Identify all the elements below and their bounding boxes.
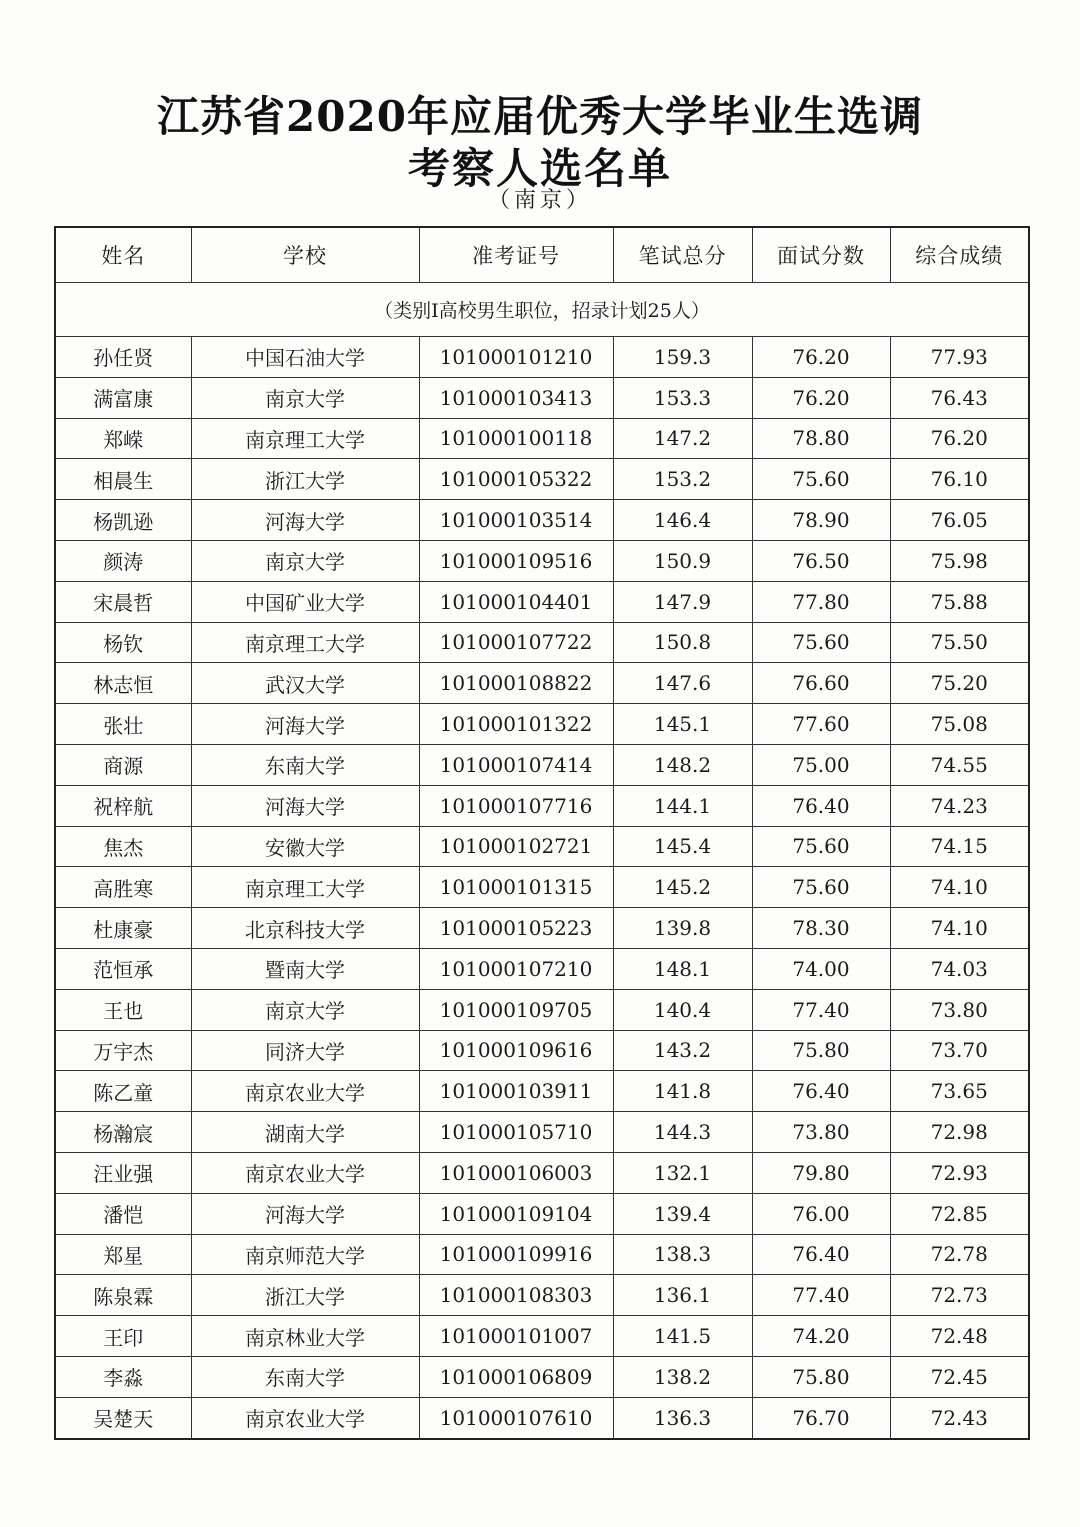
table-row xyxy=(55,1193,1029,1234)
cell-school: 南京农业大学 xyxy=(191,1152,419,1193)
cell-name: 王也 xyxy=(55,989,191,1030)
cell-composite-score: 76.05 xyxy=(890,500,1029,541)
cell-written-total: 132.1 xyxy=(613,1152,752,1193)
cell-composite-score: 72.43 xyxy=(890,1397,1029,1438)
cell-name: 陈乙童 xyxy=(55,1071,191,1112)
cell-name: 满富康 xyxy=(55,377,191,418)
cell-written-total: 140.4 xyxy=(613,989,752,1030)
cell-written-total: 141.5 xyxy=(613,1316,752,1357)
cell-interview-score: 75.60 xyxy=(752,867,890,908)
table-row xyxy=(55,1030,1029,1071)
cell-written-total: 150.9 xyxy=(613,540,752,581)
cell-name: 孙任贤 xyxy=(55,337,191,378)
table-row xyxy=(55,785,1029,826)
cell-interview-score: 75.60 xyxy=(752,622,890,663)
table-row xyxy=(55,540,1029,581)
cell-school: 暨南大学 xyxy=(191,948,419,989)
cell-school: 南京理工大学 xyxy=(191,622,419,663)
cell-composite-score: 75.50 xyxy=(890,622,1029,663)
cell-name: 万宇杰 xyxy=(55,1030,191,1071)
document-subtitle: （南京） xyxy=(487,188,592,213)
cell-school: 南京理工大学 xyxy=(191,418,419,459)
cell-interview-score: 76.70 xyxy=(752,1397,890,1438)
column-header-composite-score: 综合成绩 xyxy=(890,227,1029,283)
cell-interview-score: 77.80 xyxy=(752,581,890,622)
category-row xyxy=(55,283,1029,337)
cell-name: 陈泉霖 xyxy=(55,1275,191,1316)
cell-name: 商源 xyxy=(55,744,191,785)
cell-composite-score: 74.10 xyxy=(890,908,1029,949)
cell-written-total: 153.2 xyxy=(613,459,752,500)
column-header-name: 姓名 xyxy=(55,227,191,283)
cell-exam-id: 101000109616 xyxy=(419,1030,613,1071)
cell-exam-id: 101000105223 xyxy=(419,908,613,949)
cell-exam-id: 101000107716 xyxy=(419,785,613,826)
cell-exam-id: 101000106809 xyxy=(419,1356,613,1397)
cell-interview-score: 77.60 xyxy=(752,704,890,745)
cell-exam-id: 101000103514 xyxy=(419,500,613,541)
cell-composite-score: 76.10 xyxy=(890,459,1029,500)
cell-exam-id: 101000108822 xyxy=(419,663,613,704)
cell-school: 北京科技大学 xyxy=(191,908,419,949)
table-row xyxy=(55,459,1029,500)
cell-name: 范恒承 xyxy=(55,948,191,989)
cell-school: 河海大学 xyxy=(191,785,419,826)
cell-interview-score: 74.00 xyxy=(752,948,890,989)
cell-exam-id: 101000103911 xyxy=(419,1071,613,1112)
cell-name: 郑嵘 xyxy=(55,418,191,459)
cell-interview-score: 75.60 xyxy=(752,459,890,500)
cell-written-total: 147.6 xyxy=(613,663,752,704)
cell-written-total: 139.4 xyxy=(613,1193,752,1234)
table-header-row xyxy=(55,227,1029,283)
cell-composite-score: 76.43 xyxy=(890,377,1029,418)
cell-exam-id: 101000105710 xyxy=(419,1112,613,1153)
table-row xyxy=(55,1112,1029,1153)
cell-school: 中国石油大学 xyxy=(191,337,419,378)
cell-name: 相晨生 xyxy=(55,459,191,500)
cell-interview-score: 76.00 xyxy=(752,1193,890,1234)
cell-composite-score: 72.78 xyxy=(890,1234,1029,1275)
cell-written-total: 146.4 xyxy=(613,500,752,541)
cell-school: 南京师范大学 xyxy=(191,1234,419,1275)
cell-composite-score: 74.03 xyxy=(890,948,1029,989)
cell-written-total: 138.2 xyxy=(613,1356,752,1397)
cell-written-total: 148.1 xyxy=(613,948,752,989)
cell-name: 吴楚天 xyxy=(55,1397,191,1438)
table-row xyxy=(55,1071,1029,1112)
cell-school: 南京大学 xyxy=(191,989,419,1030)
cell-exam-id: 101000107610 xyxy=(419,1397,613,1438)
cell-exam-id: 101000105322 xyxy=(419,459,613,500)
cell-name: 宋晨哲 xyxy=(55,581,191,622)
cell-school: 河海大学 xyxy=(191,500,419,541)
cell-name: 潘恺 xyxy=(55,1193,191,1234)
table-row xyxy=(55,1356,1029,1397)
cell-exam-id: 101000108303 xyxy=(419,1275,613,1316)
cell-exam-id: 101000107414 xyxy=(419,744,613,785)
cell-exam-id: 101000109705 xyxy=(419,989,613,1030)
cell-exam-id: 101000101315 xyxy=(419,867,613,908)
cell-written-total: 147.9 xyxy=(613,581,752,622)
cell-name: 郑星 xyxy=(55,1234,191,1275)
column-header-exam-id: 准考证号 xyxy=(419,227,613,283)
cell-interview-score: 77.40 xyxy=(752,1275,890,1316)
cell-exam-id: 101000101007 xyxy=(419,1316,613,1357)
table-row xyxy=(55,418,1029,459)
document-title-line2: 考察人选名单 xyxy=(407,144,672,193)
cell-composite-score: 73.70 xyxy=(890,1030,1029,1071)
table-row xyxy=(55,581,1029,622)
cell-interview-score: 76.40 xyxy=(752,1234,890,1275)
cell-interview-score: 75.60 xyxy=(752,826,890,867)
table-row xyxy=(55,1316,1029,1357)
table-row xyxy=(55,1234,1029,1275)
cell-written-total: 159.3 xyxy=(613,337,752,378)
cell-school: 南京林业大学 xyxy=(191,1316,419,1357)
cell-interview-score: 77.40 xyxy=(752,989,890,1030)
cell-written-total: 145.4 xyxy=(613,826,752,867)
candidate-table xyxy=(54,226,1030,1440)
cell-composite-score: 75.88 xyxy=(890,581,1029,622)
cell-exam-id: 101000104401 xyxy=(419,581,613,622)
cell-written-total: 144.3 xyxy=(613,1112,752,1153)
document-title-line1: 江苏省2020年应届优秀大学毕业生选调 xyxy=(157,92,923,141)
cell-school: 南京理工大学 xyxy=(191,867,419,908)
cell-name: 汪业强 xyxy=(55,1152,191,1193)
cell-written-total: 148.2 xyxy=(613,744,752,785)
column-header-interview-score: 面试分数 xyxy=(752,227,890,283)
table-row xyxy=(55,1397,1029,1438)
cell-school: 南京农业大学 xyxy=(191,1071,419,1112)
cell-name: 颜涛 xyxy=(55,540,191,581)
cell-composite-score: 72.45 xyxy=(890,1356,1029,1397)
cell-name: 焦杰 xyxy=(55,826,191,867)
cell-written-total: 141.8 xyxy=(613,1071,752,1112)
cell-school: 浙江大学 xyxy=(191,1275,419,1316)
table-row xyxy=(55,500,1029,541)
cell-interview-score: 75.80 xyxy=(752,1356,890,1397)
cell-interview-score: 76.20 xyxy=(752,377,890,418)
table-row xyxy=(55,908,1029,949)
cell-school: 河海大学 xyxy=(191,704,419,745)
cell-interview-score: 78.30 xyxy=(752,908,890,949)
cell-written-total: 145.1 xyxy=(613,704,752,745)
cell-composite-score: 73.65 xyxy=(890,1071,1029,1112)
cell-composite-score: 75.98 xyxy=(890,540,1029,581)
cell-interview-score: 78.90 xyxy=(752,500,890,541)
cell-interview-score: 74.20 xyxy=(752,1316,890,1357)
cell-composite-score: 72.48 xyxy=(890,1316,1029,1357)
cell-interview-score: 76.60 xyxy=(752,663,890,704)
cell-school: 安徽大学 xyxy=(191,826,419,867)
cell-interview-score: 79.80 xyxy=(752,1152,890,1193)
cell-exam-id: 101000100118 xyxy=(419,418,613,459)
table-row xyxy=(55,744,1029,785)
table-row xyxy=(55,1275,1029,1316)
cell-composite-score: 73.80 xyxy=(890,989,1029,1030)
cell-composite-score: 74.15 xyxy=(890,826,1029,867)
cell-exam-id: 101000106003 xyxy=(419,1152,613,1193)
table-row xyxy=(55,622,1029,663)
cell-composite-score: 76.20 xyxy=(890,418,1029,459)
cell-composite-score: 74.55 xyxy=(890,744,1029,785)
cell-exam-id: 101000109516 xyxy=(419,540,613,581)
cell-exam-id: 101000109104 xyxy=(419,1193,613,1234)
cell-written-total: 145.2 xyxy=(613,867,752,908)
cell-written-total: 139.8 xyxy=(613,908,752,949)
table-row xyxy=(55,663,1029,704)
column-header-school: 学校 xyxy=(191,227,419,283)
table-row xyxy=(55,1152,1029,1193)
cell-name: 杨凯逊 xyxy=(55,500,191,541)
cell-school: 东南大学 xyxy=(191,1356,419,1397)
cell-composite-score: 74.10 xyxy=(890,867,1029,908)
cell-name: 杨瀚宸 xyxy=(55,1112,191,1153)
column-header-written-total: 笔试总分 xyxy=(613,227,752,283)
table-row xyxy=(55,377,1029,418)
cell-name: 李淼 xyxy=(55,1356,191,1397)
cell-name: 杜康豪 xyxy=(55,908,191,949)
cell-exam-id: 101000103413 xyxy=(419,377,613,418)
cell-written-total: 147.2 xyxy=(613,418,752,459)
cell-exam-id: 101000102721 xyxy=(419,826,613,867)
table-row xyxy=(55,948,1029,989)
table-row xyxy=(55,704,1029,745)
cell-composite-score: 72.73 xyxy=(890,1275,1029,1316)
cell-interview-score: 76.40 xyxy=(752,1071,890,1112)
cell-school: 河海大学 xyxy=(191,1193,419,1234)
cell-interview-score: 76.20 xyxy=(752,337,890,378)
cell-composite-score: 75.08 xyxy=(890,704,1029,745)
cell-school: 湖南大学 xyxy=(191,1112,419,1153)
cell-written-total: 143.2 xyxy=(613,1030,752,1071)
cell-interview-score: 75.00 xyxy=(752,744,890,785)
cell-school: 中国矿业大学 xyxy=(191,581,419,622)
table-row xyxy=(55,867,1029,908)
cell-school: 南京大学 xyxy=(191,540,419,581)
cell-name: 祝梓航 xyxy=(55,785,191,826)
cell-school: 武汉大学 xyxy=(191,663,419,704)
cell-written-total: 150.8 xyxy=(613,622,752,663)
cell-composite-score: 72.85 xyxy=(890,1193,1029,1234)
cell-composite-score: 72.98 xyxy=(890,1112,1029,1153)
cell-interview-score: 76.40 xyxy=(752,785,890,826)
cell-school: 浙江大学 xyxy=(191,459,419,500)
cell-written-total: 144.1 xyxy=(613,785,752,826)
cell-written-total: 136.1 xyxy=(613,1275,752,1316)
cell-exam-id: 101000107210 xyxy=(419,948,613,989)
cell-name: 高胜寒 xyxy=(55,867,191,908)
cell-interview-score: 76.50 xyxy=(752,540,890,581)
cell-written-total: 153.3 xyxy=(613,377,752,418)
table-row xyxy=(55,337,1029,378)
cell-exam-id: 101000109916 xyxy=(419,1234,613,1275)
cell-name: 张壮 xyxy=(55,704,191,745)
category-label: （类别I高校男生职位，招录计划25人） xyxy=(55,283,1029,337)
cell-school: 南京农业大学 xyxy=(191,1397,419,1438)
cell-composite-score: 75.20 xyxy=(890,663,1029,704)
cell-school: 南京大学 xyxy=(191,377,419,418)
cell-composite-score: 77.93 xyxy=(890,337,1029,378)
cell-exam-id: 101000101210 xyxy=(419,337,613,378)
cell-name: 林志恒 xyxy=(55,663,191,704)
cell-school: 东南大学 xyxy=(191,744,419,785)
cell-name: 王印 xyxy=(55,1316,191,1357)
table-row xyxy=(55,826,1029,867)
cell-interview-score: 75.80 xyxy=(752,1030,890,1071)
table-row xyxy=(55,989,1029,1030)
cell-composite-score: 72.93 xyxy=(890,1152,1029,1193)
cell-school: 同济大学 xyxy=(191,1030,419,1071)
cell-exam-id: 101000101322 xyxy=(419,704,613,745)
cell-exam-id: 101000107722 xyxy=(419,622,613,663)
cell-composite-score: 74.23 xyxy=(890,785,1029,826)
cell-written-total: 136.3 xyxy=(613,1397,752,1438)
cell-interview-score: 73.80 xyxy=(752,1112,890,1153)
cell-written-total: 138.3 xyxy=(613,1234,752,1275)
cell-interview-score: 78.80 xyxy=(752,418,890,459)
cell-name: 杨钦 xyxy=(55,622,191,663)
